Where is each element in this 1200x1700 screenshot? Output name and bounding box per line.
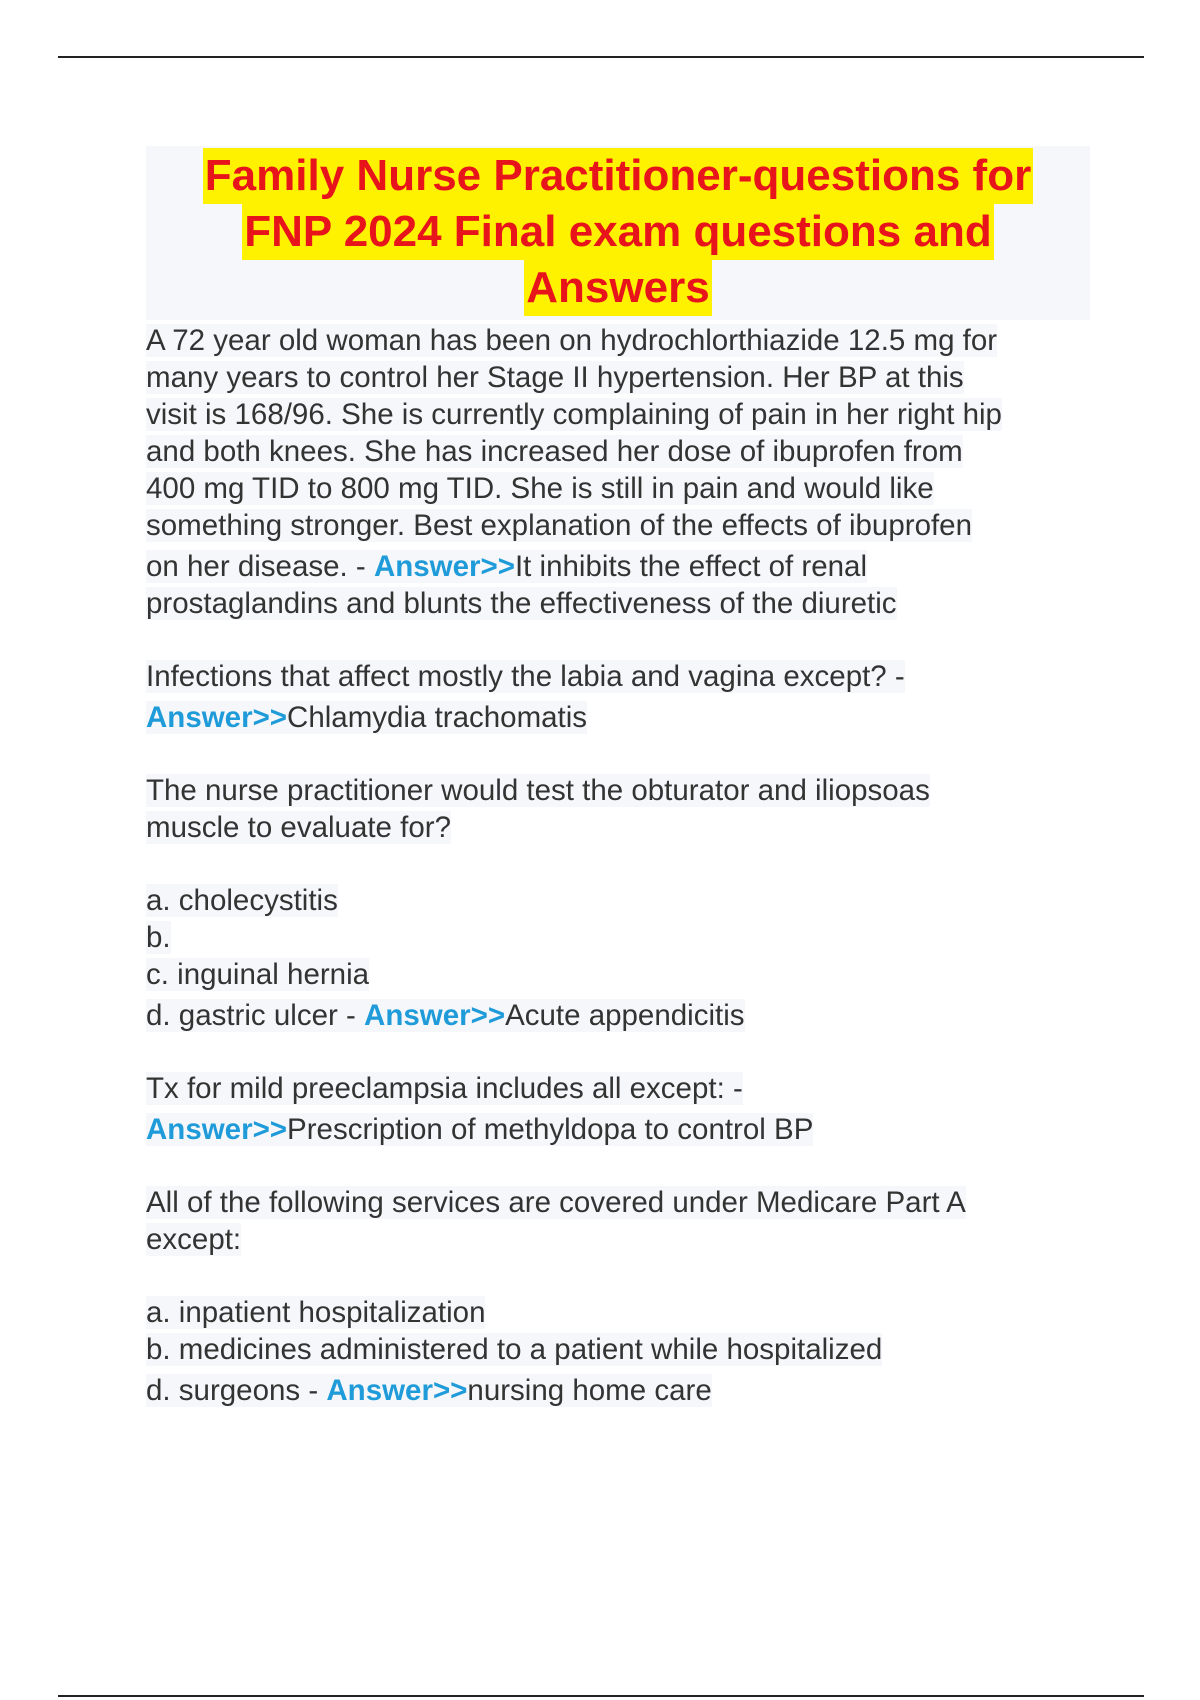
option-line: c. inguinal hernia — [146, 958, 370, 991]
option-line: a. cholecystitis — [146, 884, 338, 917]
qa-item-3 — [146, 772, 1090, 1034]
qa-item-2 — [146, 658, 1090, 736]
option-line: a. inpatient hospitalization — [146, 1296, 486, 1329]
option-line: d. surgeons - — [146, 1374, 327, 1407]
bottom-rule — [58, 1695, 1144, 1697]
answer-text: Prescription of methyldopa to control BP — [287, 1113, 814, 1146]
title-line-3: Answers — [524, 260, 711, 316]
answer-label: Answer>> — [146, 701, 288, 734]
title-line-1: Family Nurse Practitioner-questions for — [203, 148, 1033, 204]
question-line: All of the following services are covered under Medicare Part A — [146, 1186, 966, 1219]
question-line: The nurse practitioner would test the obturator and iliopsoas — [146, 774, 930, 807]
question-line: visit is 168/96. She is currently complaining of pain in her right hip — [146, 398, 1002, 431]
title-line-2: FNP 2024 Final exam questions and — [242, 204, 993, 260]
qa-item-4 — [146, 1070, 1090, 1148]
question-line: and both knees. She has increased her dose of ibuprofen from — [146, 435, 963, 468]
question-line: 400 mg TID to 800 mg TID. She is still in pain and would like — [146, 472, 934, 505]
question-line: Infections that affect mostly the labia and vagina except? - — [146, 660, 905, 693]
answer-text: nursing home care — [467, 1374, 712, 1407]
qa-item-5 — [146, 1184, 1090, 1409]
answer-text: Chlamydia trachomatis — [287, 701, 588, 734]
question-line: muscle to evaluate for? — [146, 811, 451, 844]
question-line: many years to control her Stage II hypertension. Her BP at this — [146, 361, 964, 394]
question-line: Tx for mild preeclampsia includes all except: - — [146, 1072, 743, 1105]
answer-label: Answer>> — [364, 999, 506, 1032]
answer-text: It inhibits the effect of renal — [514, 550, 867, 583]
top-rule — [58, 56, 1144, 58]
option-line: b. — [146, 921, 171, 954]
document-body — [146, 146, 1090, 1409]
answer-label: Answer>> — [373, 550, 515, 583]
option-line: b. medicines administered to a patient while hospitalized — [146, 1333, 883, 1366]
answer-text: Acute appendicitis — [505, 999, 745, 1032]
question-line: something stronger. Best explanation of the effects of ibuprofen — [146, 509, 972, 542]
question-line: on her disease. - — [146, 550, 374, 583]
answer-label: Answer>> — [146, 1113, 288, 1146]
option-line: d. gastric ulcer - — [146, 999, 365, 1032]
qa-item-1 — [146, 322, 1090, 622]
question-line: except: — [146, 1223, 242, 1256]
question-line: A 72 year old woman has been on hydrochlorthiazide 12.5 mg for — [146, 324, 998, 357]
document-title — [146, 146, 1090, 320]
answer-label: Answer>> — [326, 1374, 468, 1407]
answer-text: prostaglandins and blunts the effectiveness of the diuretic — [146, 587, 897, 620]
